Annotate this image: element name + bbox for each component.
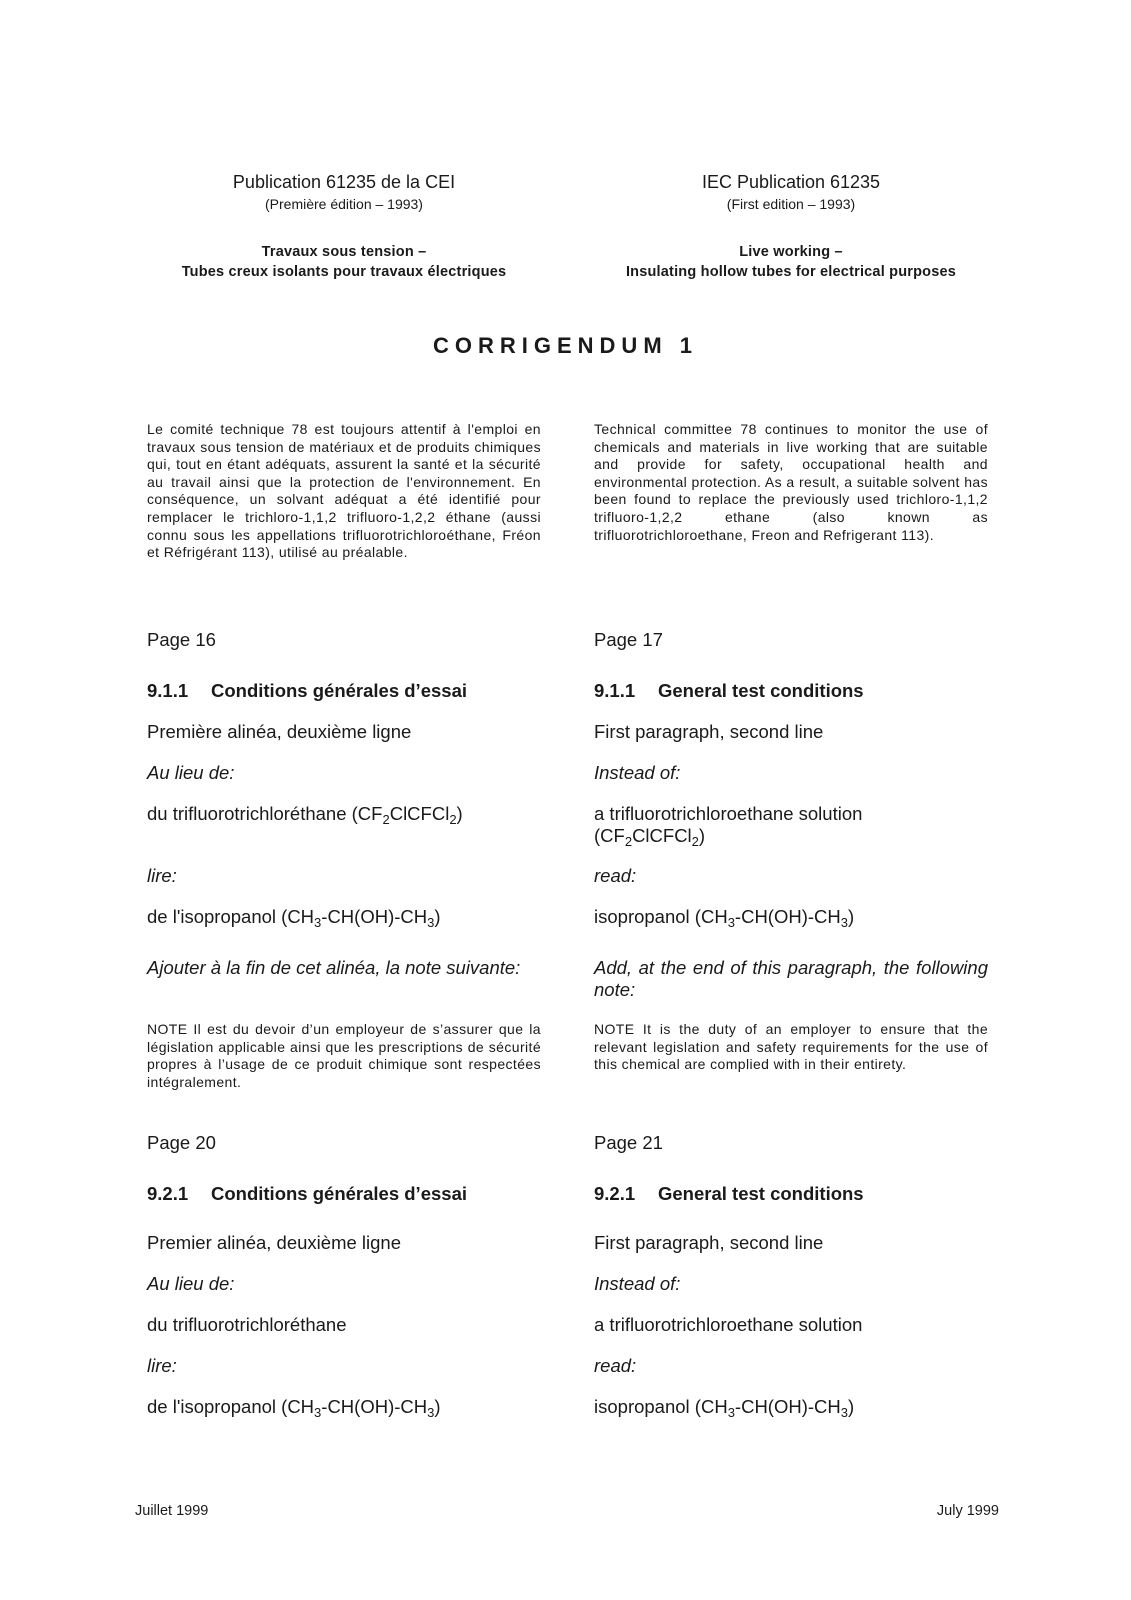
publication-title-fr: Publication 61235 de la CEI: [232, 172, 456, 192]
old-text-fr-2: du trifluorotrichloréthane: [147, 1314, 347, 1335]
formula-subscript: 3: [427, 915, 435, 930]
old-text-fr: [147, 803, 541, 825]
formula-part: -CH(OH)-CH: [734, 906, 841, 927]
document-title-en: [570, 242, 1012, 282]
formula-subscript: 3: [427, 1405, 435, 1420]
clause-number: 9.2.1: [594, 1183, 636, 1204]
document-title-fr-line1: Travaux sous tension –: [261, 244, 427, 260]
clause-title: General test conditions: [658, 1183, 864, 1204]
page-ref-fr-2: Page 20: [147, 1132, 216, 1153]
old-text-en: [594, 803, 988, 847]
instead-label-en-2: Instead of:: [594, 1273, 681, 1294]
document-title-en-line1: Live working –: [739, 244, 843, 260]
page-ref-fr: Page 16: [147, 629, 216, 650]
formula-part: ClCFCl: [389, 803, 450, 824]
header-fr: [147, 172, 541, 212]
formula-part: ClCFCl: [632, 825, 692, 846]
old-text-en-2: a trifluorotrichloroethane solution: [594, 1314, 863, 1335]
new-text-fr: [147, 906, 541, 928]
clause-heading-fr-2: [147, 1183, 541, 1205]
edition-fr: (Première édition – 1993): [265, 196, 423, 212]
intro-en: Technical committee 78 continues to monitor the use of chemicals and materials in live working that are suitable and provide for safety, occupational health and environmental protection. As a result, a suitable solvent has been found to replace the previously used trichloro-1,1,2 trifluoro-1,2,2 ethane (also known as trifluorotrichloroethane, Freon and Refrigerant 113).: [594, 421, 988, 543]
formula-subscript: 3: [727, 1405, 735, 1420]
formula-part: du trifluorotrichloréthane (CF: [147, 803, 383, 824]
clause-heading-fr: [147, 680, 541, 702]
formula-part: -CH(OH)-CH: [734, 1396, 841, 1417]
clause-number: 9.1.1: [147, 680, 189, 701]
formula-subscript: 2: [624, 834, 633, 849]
footer-date-en: July 1999: [936, 1503, 999, 1519]
location-en-2: First paragraph, second line: [594, 1232, 824, 1253]
note-en: NOTE It is the duty of an employer to ensure that the relevant legislation and safety requirements for the use of this chemical are complied with in their entirety.: [594, 1021, 988, 1073]
page-ref-en: Page 17: [594, 629, 663, 650]
document-title-fr-line2: Tubes creux isolants pour travaux électriques: [181, 264, 507, 280]
clause-title: Conditions générales d’essai: [211, 1183, 467, 1204]
document-title-fr: [120, 242, 568, 282]
formula-part: ): [456, 803, 463, 824]
add-instruction-fr: Ajouter à la fin de cet alinéa, la note suivante:: [147, 957, 521, 978]
instead-label-fr-2: Au lieu de:: [147, 1273, 235, 1294]
old-text-formula: [594, 825, 988, 847]
new-text-fr-2: [147, 1396, 541, 1418]
clause-number: 9.2.1: [147, 1183, 189, 1204]
formula-subscript: 3: [727, 915, 735, 930]
formula-part: de l'isopropanol (CH: [147, 906, 315, 927]
formula-part: -CH(OH)-CH: [321, 1396, 428, 1417]
corrigendum-title: CORRIGENDUM 1: [432, 333, 698, 358]
clause-title: General test conditions: [658, 680, 864, 701]
formula-part: de l'isopropanol (CH: [147, 1396, 315, 1417]
read-label-en: read:: [594, 865, 637, 886]
formula-part: ): [848, 1396, 855, 1417]
intro-fr: Le comité technique 78 est toujours attentif à l'emploi en travaux sous tension de matériaux et de produits chimiques qui, tout en étant adéquats, assurent la santé et la sécurité au travail ainsi que la protection de l'environnement. En conséquence, un solvant adéquat a été identifié pour remplacer le trichloro-1,1,2 trifluoro-1,2,2 éthane (aussi connu sous les appellations trifluorotrichloroéthane, Fréon et Réfrigérant 113), utilisé au préalable.: [147, 421, 541, 561]
footer-date-fr: Juillet 1999: [135, 1503, 209, 1519]
instead-label-fr: Au lieu de:: [147, 762, 235, 783]
location-en: First paragraph, second line: [594, 721, 824, 742]
formula-part: isopropanol (CH: [594, 1396, 728, 1417]
formula-part: isopropanol (CH: [594, 906, 728, 927]
read-label-fr-2: lire:: [147, 1355, 177, 1376]
formula-subscript: 3: [314, 1405, 322, 1420]
document-title-en-line2: Insulating hollow tubes for electrical purposes: [625, 264, 957, 280]
edition-en: (First edition – 1993): [726, 196, 856, 212]
read-label-fr: lire:: [147, 865, 177, 886]
new-text-en-2: [594, 1396, 988, 1418]
formula-subscript: 3: [840, 915, 848, 930]
note-fr: NOTE Il est du devoir d’un employeur de s’assurer que la législation applicable ainsi que les prescriptions de sécurité propres à l’usage de ce produit chimique sont respectées intégralement.: [147, 1021, 541, 1090]
formula-part: ): [434, 1396, 441, 1417]
formula-subscript: 2: [449, 812, 457, 827]
clause-title: Conditions générales d’essai: [211, 680, 467, 701]
old-text-line: a trifluorotrichloroethane solution: [594, 803, 863, 824]
publication-title-en: IEC Publication 61235: [701, 172, 881, 192]
formula-subscript: 3: [840, 1405, 848, 1420]
formula-part: ): [698, 825, 706, 846]
header-en: [594, 172, 988, 212]
instead-label-en: Instead of:: [594, 762, 681, 783]
page-ref-en-2: Page 21: [594, 1132, 663, 1153]
clause-heading-en-2: [594, 1183, 988, 1205]
read-label-en-2: read:: [594, 1355, 637, 1376]
formula-part: ): [848, 906, 855, 927]
formula-subscript: 2: [382, 812, 390, 827]
formula-part: ): [434, 906, 441, 927]
formula-subscript: 2: [691, 834, 699, 849]
formula-part: -CH(OH)-CH: [321, 906, 428, 927]
formula-subscript: 3: [314, 915, 322, 930]
formula-part: (CF: [594, 825, 625, 846]
clause-heading-en: [594, 680, 988, 702]
new-text-en: [594, 906, 988, 928]
location-fr: Première alinéa, deuxième ligne: [147, 721, 412, 742]
location-fr-2: Premier alinéa, deuxième ligne: [147, 1232, 401, 1253]
clause-number: 9.1.1: [594, 680, 636, 701]
add-instruction-en: Add, at the end of this paragraph, the following note:: [594, 957, 988, 1000]
